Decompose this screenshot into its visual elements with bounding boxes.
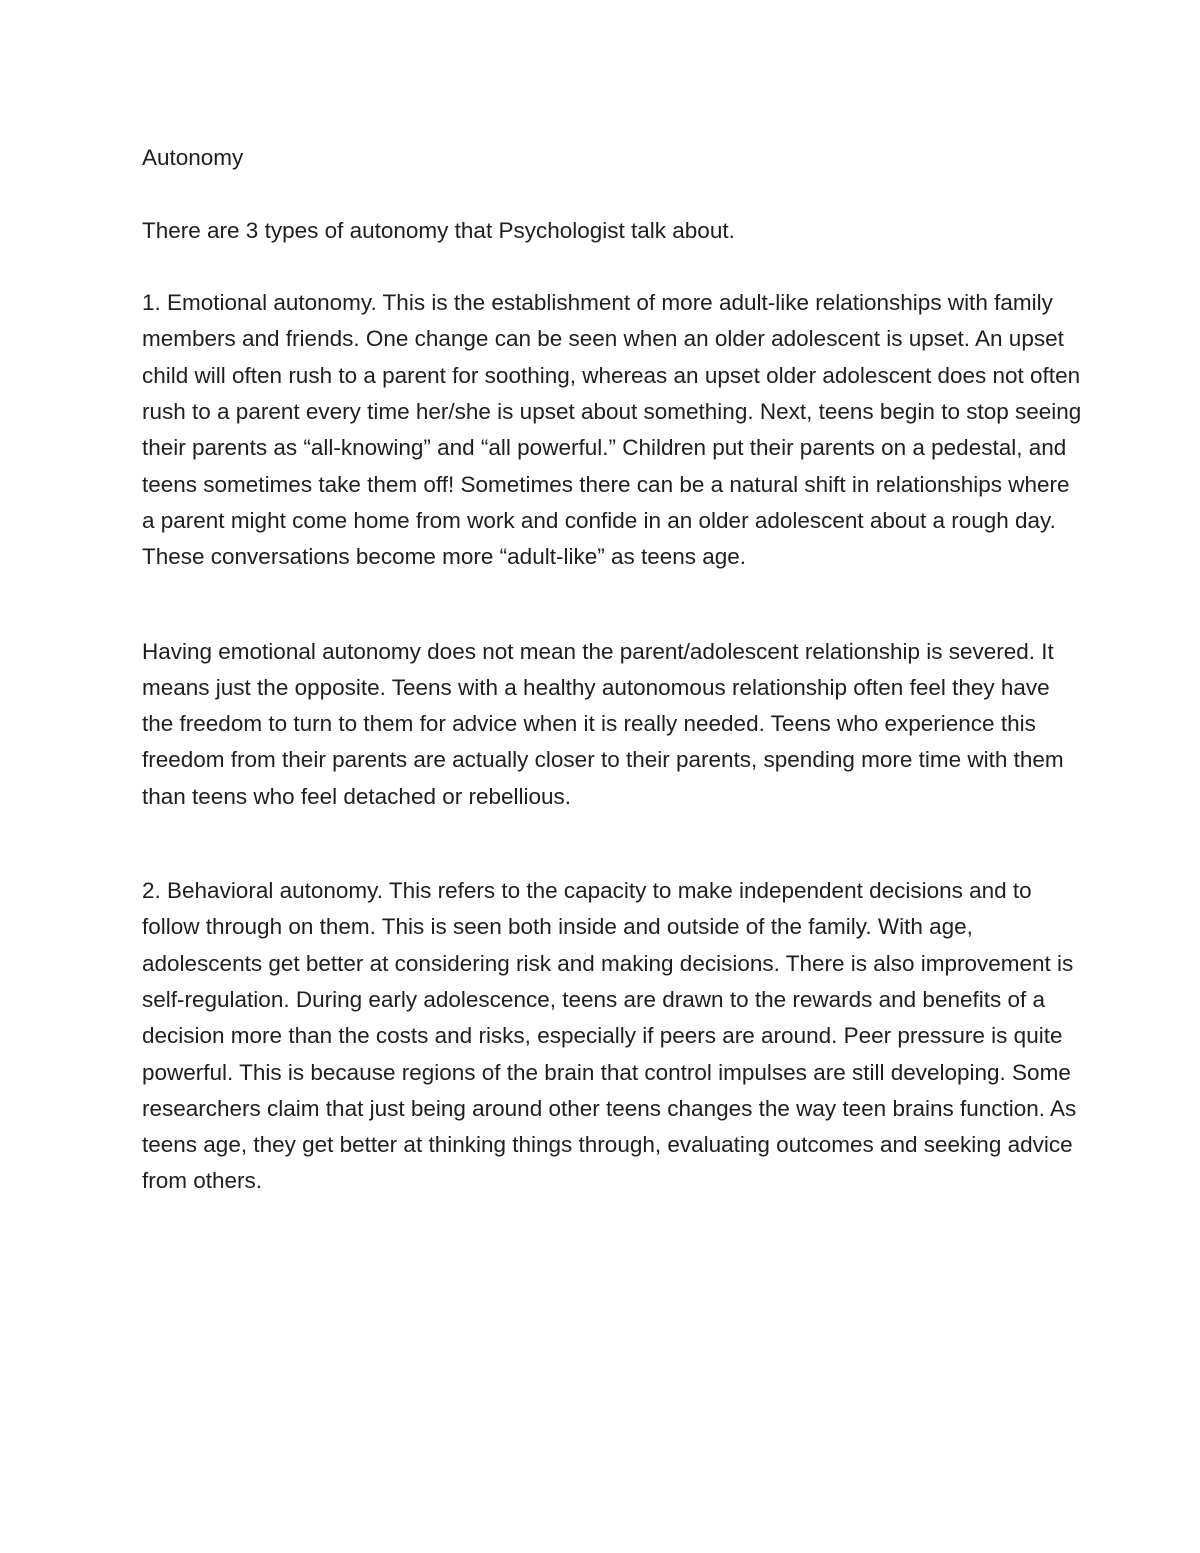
document-title: Autonomy — [142, 145, 244, 170]
emotional-autonomy-paragraph: 1. Emotional autonomy. This is the establishment of more adult-like relationships with family members and friends. One change can be seen when an older adolescent is upset. An upset child will often rush to a parent for soothing, whereas an upset older adolescent does not often rush to a parent every time her/she is upset about something. Next, teens begin to stop seeing their parents as “all-knowing” and “all powerful.” Children put their parents on a pedestal, and teens sometimes take them off! Sometimes there can be a natural shift in relationships where a parent might come home from work and confide in an older adolescent about a rough day. These conversations become more “adult-like” as teens age. — [142, 290, 1082, 570]
intro-paragraph: There are 3 types of autonomy that Psychologist talk about. — [142, 217, 735, 243]
behavioral-autonomy-paragraph: 2. Behavioral autonomy. This refers to the capacity to make independent decisions and to follow through on them. This is seen both inside and outside of the family. With age, adolescents get better at considering risk and making decisions. There is also improvement is self-regulation. During early adolescence, teens are drawn to the rewards and benefits of a decision more than the costs and risks, especially if peers are around. Peer pressure is quite powerful. This is because regions of the brain that control impulses are still developing. Some researchers claim that just being around other teens changes the way teen brains function. As teens age, they get better at thinking things through, evaluating outcomes and seeking advice from others. — [142, 878, 1077, 1194]
document-body — [142, 140, 1082, 1200]
emotional-autonomy-detail-paragraph: Having emotional autonomy does not mean the parent/adolescent relationship is severed. It means just the opposite. Teens with a healthy autonomous relationship often feel they have the freedom to turn to them for advice when it is really needed. Teens who experience this freedom from their parents are actually closer to their parents, spending more time with them than teens who feel detached or rebellious. — [142, 638, 1064, 809]
